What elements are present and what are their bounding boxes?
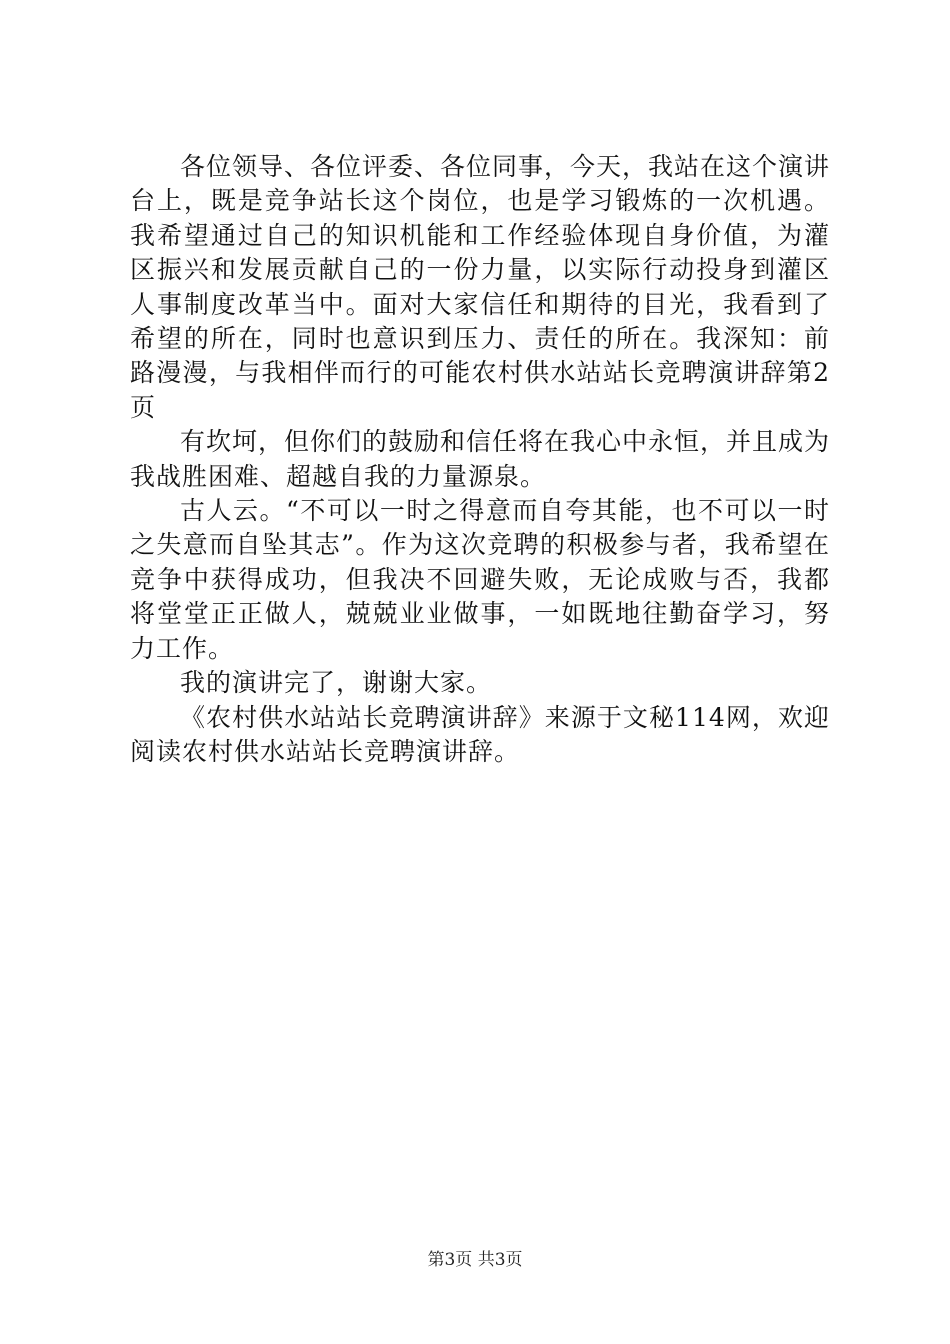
paragraph-3: 古人云。“不可以一时之得意而自夸其能，也不可以一时之失意而自坠其志”。作为这次竞聘的积极参与者，我希望在竞争中获得成功，但我决不回避失败，无论成败与否，我都将堂堂正正做人，兢兢业业做事，一如既地往勤奋学习，努力工作。 <box>130 496 830 663</box>
page-footer: 第3页 共3页 <box>427 1250 523 1270</box>
paragraph-2: 有坎坷，但你们的鼓励和信任将在我心中永恒，并且成为我战胜困难、超越自我的力量源泉。 <box>130 427 831 491</box>
document-body <box>130 150 830 769</box>
paragraph-5: 《农村供水站站长竞聘演讲辞》来源于文秘114网，欢迎阅读农村供水站站长竞聘演讲辞。 <box>130 702 830 766</box>
paragraph-4: 我的演讲完了，谢谢大家。 <box>180 668 493 698</box>
paragraph-1: 各位领导、各位评委、各位同事，今天，我站在这个演讲台上，既是竞争站长这个岗位，也是学习锻炼的一次机遇。我希望通过自己的知识机能和工作经验体现自身价值，为灌区振兴和发展贡献自己的一份力量，以实际行动投身到灌区人事制度改革当中。面对大家信任和期待的目光，我看到了希望的所在，同时也意识到压力、责任的所在。我深知：前路漫漫，与我相伴而行的可能农村供水站站长竞聘演讲辞第2页 <box>130 152 831 422</box>
